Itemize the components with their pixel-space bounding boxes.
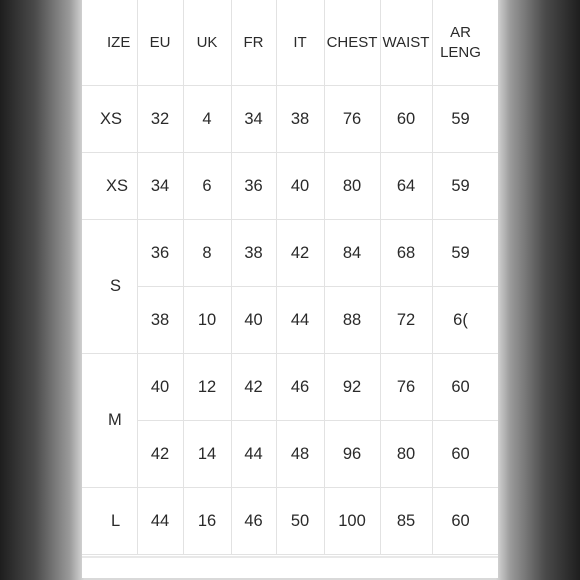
- cell-uk: 4: [183, 86, 231, 153]
- cell-eu: 36: [137, 220, 183, 287]
- table-row: [82, 488, 498, 555]
- cell-fr: 36: [231, 153, 276, 220]
- cell-it: 46: [276, 354, 324, 421]
- cell-it: 40: [276, 153, 324, 220]
- cell-waist: 60: [380, 86, 432, 153]
- cell-eu: 34: [137, 153, 183, 220]
- cell-chest: 96: [324, 421, 380, 488]
- cell-eu: 44: [137, 488, 183, 555]
- cell-waist: 85: [380, 488, 432, 555]
- header-waist: WAIST: [380, 0, 432, 86]
- cell-waist: 76: [380, 354, 432, 421]
- header-size: IZE: [82, 0, 137, 86]
- cell-fr: 42: [231, 354, 276, 421]
- table-row: [82, 220, 498, 287]
- cell-it: 38: [276, 86, 324, 153]
- cell-uk: 14: [183, 421, 231, 488]
- cell-it: 44: [276, 287, 324, 354]
- cell-fr: 40: [231, 287, 276, 354]
- cell-waist: 64: [380, 153, 432, 220]
- cell-arm: 60: [432, 488, 498, 555]
- cell-chest: 76: [324, 86, 380, 153]
- header-fr: FR: [231, 0, 276, 86]
- table-row: [82, 86, 498, 153]
- cell-waist: 72: [380, 287, 432, 354]
- cell-chest: 84: [324, 220, 380, 287]
- header-it: IT: [276, 0, 324, 86]
- cell-uk: 6: [183, 153, 231, 220]
- cell-arm: 59: [432, 86, 498, 153]
- table-row: [82, 354, 498, 421]
- cell-fr: 44: [231, 421, 276, 488]
- cell-chest: 92: [324, 354, 380, 421]
- header-row: [82, 0, 498, 86]
- cell-eu: 32: [137, 86, 183, 153]
- cell-eu: 38: [137, 287, 183, 354]
- cell-arm: 60: [432, 421, 498, 488]
- cell-fr: 46: [231, 488, 276, 555]
- cell-uk: 8: [183, 220, 231, 287]
- cell-arm: 60: [432, 354, 498, 421]
- cell-arm: 59: [432, 220, 498, 287]
- header-arm-length: AR LENG: [432, 0, 498, 86]
- header-eu: EU: [137, 0, 183, 86]
- size-label-xs: XS: [82, 153, 137, 220]
- size-chart-sheet: [82, 0, 498, 578]
- cell-it: 42: [276, 220, 324, 287]
- cell-chest: 80: [324, 153, 380, 220]
- cell-uk: 10: [183, 287, 231, 354]
- cell-uk: 16: [183, 488, 231, 555]
- size-label-xxs: XS: [82, 86, 137, 153]
- cell-chest: 88: [324, 287, 380, 354]
- table-bottom-edge: [82, 556, 498, 558]
- cell-eu: 40: [137, 354, 183, 421]
- cell-arm: 6(: [432, 287, 498, 354]
- cell-arm: 59: [432, 153, 498, 220]
- header-chest: CHEST: [324, 0, 380, 86]
- cell-waist: 80: [380, 421, 432, 488]
- cell-uk: 12: [183, 354, 231, 421]
- cell-it: 50: [276, 488, 324, 555]
- table-row: [82, 421, 498, 488]
- size-label-l: L: [82, 488, 137, 555]
- cell-eu: 42: [137, 421, 183, 488]
- cell-fr: 34: [231, 86, 276, 153]
- header-uk: UK: [183, 0, 231, 86]
- size-label-s: S: [82, 220, 137, 354]
- table-row: [82, 153, 498, 220]
- table-row: [82, 287, 498, 354]
- size-chart-table: [82, 0, 498, 555]
- cell-fr: 38: [231, 220, 276, 287]
- size-label-m: M: [82, 354, 137, 488]
- cell-waist: 68: [380, 220, 432, 287]
- cell-chest: 100: [324, 488, 380, 555]
- cell-it: 48: [276, 421, 324, 488]
